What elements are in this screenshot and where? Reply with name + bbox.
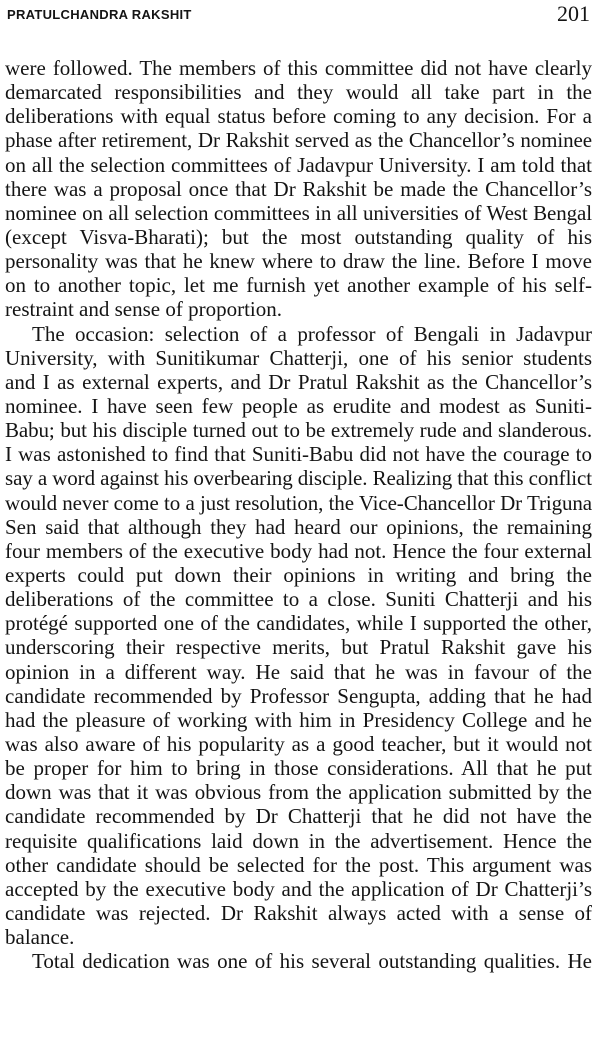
text-line: on to another topic, let me furnish yet another example of his self-	[5, 273, 592, 298]
text-line: be proper for him to bring in those considerations. All that he put	[5, 756, 592, 781]
text-line: University, with Sunitikumar Chatterji, one of his senior students	[5, 345, 592, 370]
text-line: nominee. I have seen few people as erudite and modest as Suniti-	[5, 393, 592, 418]
text-line: opinion in a different way. He said that he was in favour of the	[5, 659, 592, 684]
text-line: candidate recommended by Dr Chatterji that he did not have the	[5, 804, 592, 829]
text-line: would never come to a just resolution, the Vice-Chancellor Dr Triguna	[5, 490, 592, 515]
text-line: balance.	[5, 925, 75, 950]
text-line: Total dedication was one of his several outstanding qualities. He	[32, 949, 592, 974]
text-line: protégé supported one of the candidates, while I supported the other,	[5, 611, 592, 636]
text-line: other candidate should be selected for the post. This argument was	[5, 852, 592, 877]
text-line: candidate was rejected. Dr Rakshit always acted with a sense of	[5, 900, 592, 925]
text-line: restraint and sense of proportion.	[5, 297, 283, 322]
text-line: four members of the executive body had not. Hence the four external	[5, 538, 592, 563]
text-line: nominee on all selection committees in all universities of West Bengal	[5, 200, 592, 225]
text-line: on all the selection committees of Jadavpur University. I am told that	[5, 152, 592, 177]
text-line: demarcated responsibilities and they would all take part in the	[5, 80, 592, 105]
text-line: Babu; but his disciple turned out to be extremely rude and slanderous.	[5, 418, 592, 443]
text-line: was also aware of his popularity as a good teacher, but it would not	[5, 731, 592, 756]
running-head	[7, 0, 590, 30]
text-line: Sen said that although they had heard our opinions, the remaining	[5, 514, 592, 539]
text-line: experts could put down their opinions in writing and bring the	[5, 562, 592, 587]
text-line: had the pleasure of working with him in Presidency College and he	[5, 707, 592, 732]
text-line: personality was that he knew where to draw the line. Before I move	[5, 249, 592, 274]
text-line: requisite qualifications laid down in the advertisement. Hence the	[5, 828, 592, 853]
header-title: PRATULCHANDRA RAKSHIT	[7, 7, 192, 22]
text-line: The occasion: selection of a professor of Bengali in Jadavpur	[32, 321, 592, 346]
text-line: deliberations of the committee to a close. Suniti Chatterji and his	[5, 587, 592, 612]
text-line: (except Visva-Bharati); but the most outstanding quality of his	[5, 224, 592, 249]
text-line: candidate recommended by Professor Sengupta, adding that he had	[5, 683, 592, 708]
text-line: I was astonished to find that Suniti-Babu did not have the courage to	[5, 442, 592, 467]
body-text	[5, 56, 592, 973]
text-line: and I as external experts, and Dr Pratul Rakshit as the Chancellor’s	[5, 369, 592, 394]
text-line: deliberations with equal status before coming to any decision. For a	[5, 104, 592, 129]
text-line: say a word against his overbearing disciple. Realizing that this conflict	[5, 466, 592, 491]
text-line: were followed. The members of this committee did not have clearly	[5, 56, 592, 80]
text-line: down was that it was obvious from the application submitted by the	[5, 780, 592, 805]
page-number: 201	[557, 1, 590, 26]
text-line: phase after retirement, Dr Rakshit served as the Chancellor’s nominee	[5, 128, 592, 153]
text-line: underscoring their respective merits, but Pratul Rakshit gave his	[5, 635, 592, 660]
text-line: accepted by the executive body and the application of Dr Chatterji’s	[5, 876, 592, 901]
text-line: there was a proposal once that Dr Rakshit be made the Chancellor’s	[5, 176, 592, 201]
